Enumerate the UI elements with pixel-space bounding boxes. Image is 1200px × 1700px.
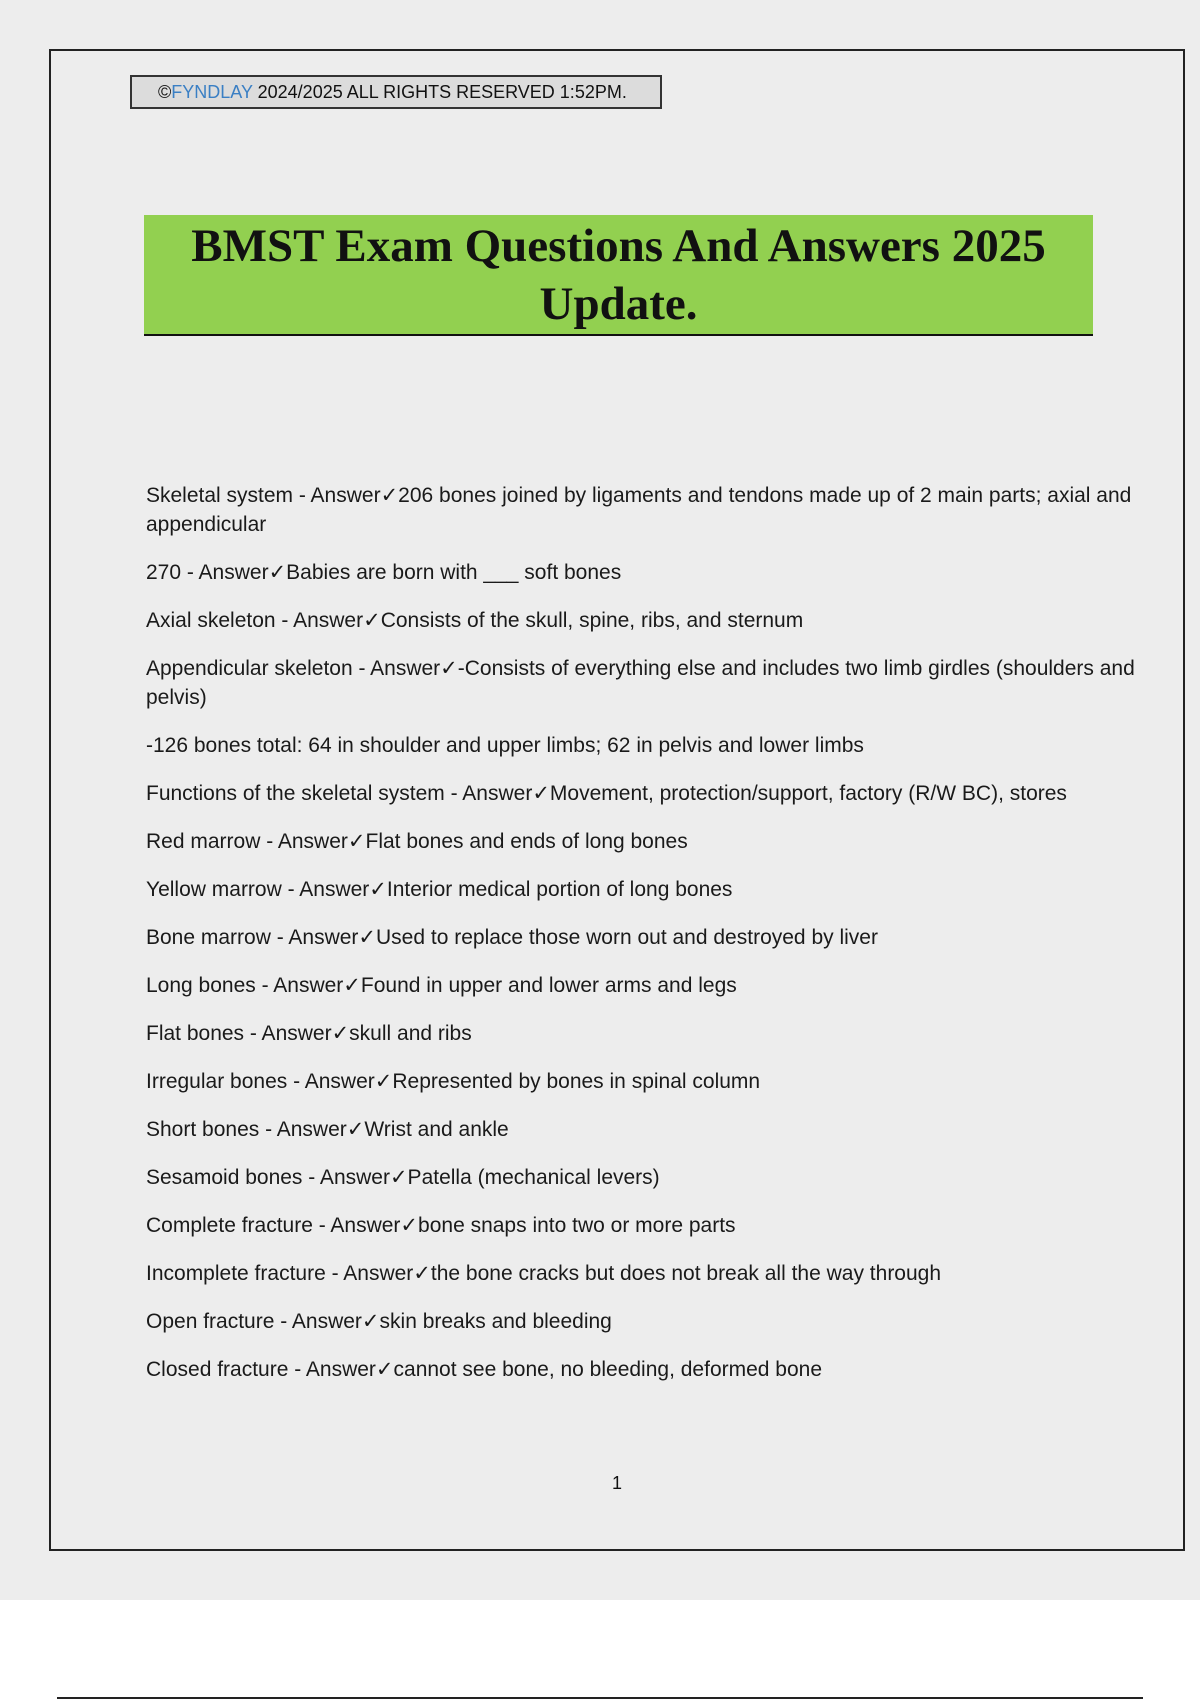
qa-item: Long bones - Answer✓Found in upper and lower arms and legs [146, 974, 737, 997]
title-line-1: BMST Exam Questions And Answers 2025 [191, 220, 1046, 272]
qa-item: Red marrow - Answer✓Flat bones and ends of long bones [146, 830, 688, 853]
qa-item: Axial skeleton - Answer✓Consists of the skull, spine, ribs, and sternum [146, 609, 804, 632]
copyright-brand: FYNDLAY [171, 82, 253, 102]
title-line-2: Update. [539, 278, 698, 330]
qa-item: -126 bones total: 64 in shoulder and upper limbs; 62 in pelvis and lower limbs [146, 734, 864, 757]
qa-item: Skeletal system - Answer✓206 bones joined by ligaments and tendons made up of 2 main parts; axial and appendicular [146, 484, 1132, 536]
page-number: 1 [611, 1473, 622, 1493]
qa-item: Bone marrow - Answer✓Used to replace those worn out and destroyed by liver [146, 926, 878, 949]
copyright-text: 2024/2025 ALL RIGHTS RESERVED 1:52PM. [252, 82, 627, 102]
qa-item: Flat bones - Answer✓skull and ribs [146, 1022, 472, 1045]
qa-item: Irregular bones - Answer✓Represented by bones in spinal column [146, 1070, 761, 1093]
qa-item: Functions of the skeletal system - Answer✓Movement, protection/support, factory (R/W BC), stores [146, 782, 1067, 805]
qa-item: Closed fracture - Answer✓cannot see bone, no bleeding, deformed bone [146, 1358, 823, 1381]
qa-item: 270 - Answer✓Babies are born with ___ soft bones [146, 561, 622, 584]
qa-item: Incomplete fracture - Answer✓the bone cracks but does not break all the way through [146, 1262, 942, 1285]
qa-list [146, 481, 1146, 1403]
qa-item: Open fracture - Answer✓skin breaks and bleeding [146, 1310, 612, 1333]
qa-item: Yellow marrow - Answer✓Interior medical portion of long bones [146, 878, 733, 901]
qa-item: Appendicular skeleton - Answer✓-Consists of everything else and includes two limb girdles (shoulders and pelvis) [146, 657, 1135, 709]
document-page [49, 49, 1185, 1551]
copyright-banner [130, 75, 662, 109]
document-title [144, 215, 1093, 336]
copyright-symbol: © [158, 82, 172, 102]
qa-item: Sesamoid bones - Answer✓Patella (mechanical levers) [146, 1166, 660, 1189]
qa-item: Complete fracture - Answer✓bone snaps into two or more parts [146, 1214, 736, 1237]
qa-item: Short bones - Answer✓Wrist and ankle [146, 1118, 509, 1141]
next-page-divider [57, 1697, 1143, 1699]
